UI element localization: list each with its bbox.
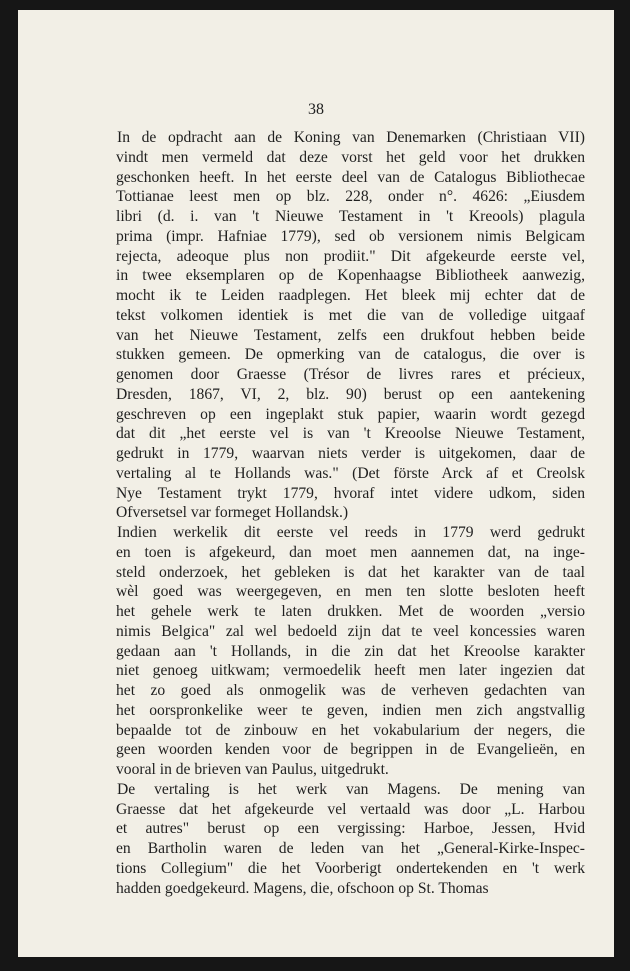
text-line: In de opdracht aan de Koning van Denemarken (Christiaan VII) <box>117 129 585 146</box>
text-line: hadden goedgekeurd. Magens, die, ofschoon op St. Thomas <box>116 879 489 897</box>
text-line: Tottianae leest men op blz. 228, onder n°. 4626: „Eiusdem <box>116 188 585 206</box>
text-line: et autres" berust op een vergissing: Harboe, Jessen, Hvid <box>116 820 585 838</box>
text-line: geschonken heeft. In het eerste deel van de Catalogus Bibliothecae <box>116 168 585 186</box>
text-line: wèl goed was weergegeven, en men ten slotte besloten heeft <box>116 583 585 601</box>
text-line: steld onderzoek, het gebleken is dat het karakter van de taal <box>116 563 585 581</box>
text-line: vooral in de brieven van Paulus, uitgedrukt. <box>116 761 389 778</box>
text-line: Ofversetsel var formeget Hollandsk.) <box>116 504 349 522</box>
book-page <box>18 10 614 957</box>
text-line: geschreven op een ingeplakt stuk papier, waarin wordt gezegd <box>116 405 585 423</box>
text-line: het gehele werk te laten drukken. Met de woorden „versio <box>116 603 585 620</box>
text-line: Dresden, 1867, VI, 2, blz. 90) berust op een aantekening <box>116 385 585 403</box>
text-line: De vertaling is het werk van Magens. De mening van <box>117 780 585 798</box>
text-line: nimis Belgica" zal wel bedoeld zijn dat te veel koncessies waren <box>116 622 585 640</box>
text-line: Graesse dat het afgekeurde vel vertaald was door „L. Harbou <box>116 800 585 818</box>
text-line: het zo goed als onmogelik was de verheven gedachten van <box>116 682 585 699</box>
text-line: vertaling al te Hollands was." (Det förste Arck af et Creolsk <box>116 464 585 482</box>
text-line: niet genoeg uitkwam; vermoedelik heeft men later ingezien dat <box>116 662 585 680</box>
text-line: stukken gemeen. De opmerking van de catalogus, die over is <box>116 346 585 364</box>
text-line: in twee eksemplaren op de Kopenhaagse Bibliotheek aanwezig, <box>116 267 585 285</box>
text-line: en toen is afgekeurd, dan moet men aannemen dat, na inge- <box>116 543 585 561</box>
text-line: en Bartholin waren de leden van het „General-Kirke-Inspec- <box>116 840 585 857</box>
text-line: tions Collegium" die het Voorberigt ondertekenden en 't werk <box>116 859 585 877</box>
text-line: tekst volkomen identiek is met die van de volledige uitgaaf <box>116 306 585 324</box>
text-line: prima (impr. Hafniae 1779), sed ob versionem nimis Belgicam <box>116 227 585 245</box>
text-line: rejecta, adeoque plus non prodiit." Dit afgekeurde eerste vel, <box>116 247 585 265</box>
text-line: genomen door Graesse (Trésor de livres rares et précieux, <box>116 366 585 383</box>
text-line: libri (d. i. van 't Nieuwe Testament in 't Kreools) plagula <box>116 208 585 225</box>
text-line: vindt men vermeld dat deze vorst het geld voor het drukken <box>116 148 585 166</box>
text-line: mocht ik te Leiden raadplegen. Het bleek mij echter dat de <box>116 287 585 304</box>
body-text <box>116 128 585 898</box>
page-number: 38 <box>308 101 324 118</box>
text-line: het oorspronkelike weer te geven, indien men zich angstvallig <box>116 701 585 719</box>
text-line: van het Nieuwe Testament, zelfs een drukfout hebben beide <box>116 326 585 344</box>
text-line: Indien werkelik dit eerste vel reeds in 1779 werd gedrukt <box>117 524 585 541</box>
text-line: gedaan aan 't Hollands, in die zin dat het Kreoolse karakter <box>116 642 585 660</box>
text-line: bepaalde tot de zinbouw en het vokabularium der negers, die <box>116 721 585 739</box>
text-line: gedrukt in 1779, waarvan niets verder is uitgekomen, daar de <box>116 445 585 462</box>
text-line: geen woorden kenden voor de begrippen in de Evangelieën, en <box>116 741 585 759</box>
text-line: dat dit „het eerste vel is van 't Kreoolse Nieuwe Testament, <box>116 425 585 443</box>
text-line: Nye Testament trykt 1779, hvoraf intet videre udkom, siden <box>116 484 585 502</box>
